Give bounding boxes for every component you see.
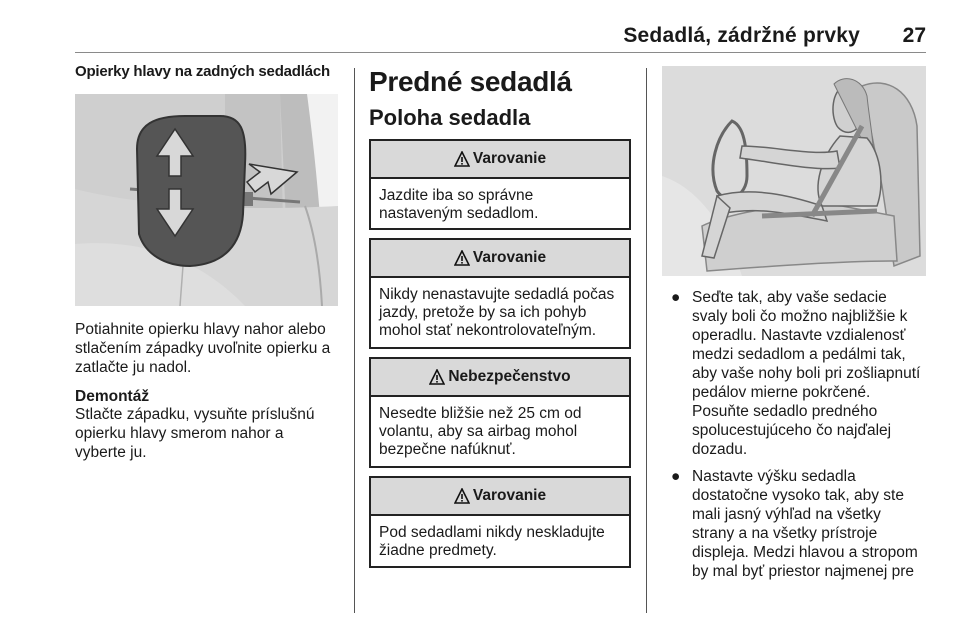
text-line: volantu, aby sa airbag mohol bbox=[379, 423, 578, 440]
list-item bbox=[662, 467, 932, 581]
warning-label: Varovanie bbox=[472, 487, 547, 504]
danger-box bbox=[369, 357, 631, 468]
page-header-title: Sedadlá, zádržné prvky bbox=[623, 24, 860, 47]
text-line: žiadne predmety. bbox=[379, 542, 497, 559]
warning-triangle-icon bbox=[429, 369, 445, 385]
text-line: nastaveným sedadlom. bbox=[379, 205, 539, 222]
removal-paragraph bbox=[75, 405, 345, 462]
warning-triangle-icon bbox=[454, 250, 470, 266]
removal-subheading: Demontáž bbox=[75, 388, 150, 405]
warning-text bbox=[371, 516, 629, 560]
text-line: Jazdite iba so správne bbox=[379, 187, 534, 204]
driver-seat-position-illustration bbox=[662, 66, 926, 276]
text-line: Potiahnite opierku hlavy nahor alebo bbox=[75, 321, 326, 338]
list-item bbox=[662, 288, 932, 459]
column-divider-right bbox=[646, 68, 647, 613]
warning-box-2 bbox=[369, 238, 631, 349]
text-line: Pod sedadlami nikdy neskladujte bbox=[379, 524, 605, 541]
text-line: svaly boli čo možno najbližšie k bbox=[692, 308, 908, 325]
text-line: mali jasný výhľad na všetky bbox=[692, 506, 881, 523]
seat-instructions-list bbox=[662, 288, 932, 589]
text-line: Posuňte sedadlo predného bbox=[692, 403, 878, 420]
text-line: by mal byť priestor najmenej pre bbox=[692, 563, 915, 580]
text-line: stlačením západky uvoľnite opierku a bbox=[75, 340, 331, 357]
section-title-front-seats: Predné sedadlá bbox=[369, 66, 572, 97]
rear-headrest-illustration bbox=[75, 94, 338, 306]
text-line: spolucestujúceho čo najďalej bbox=[692, 422, 892, 439]
warning-header bbox=[371, 240, 629, 278]
warning-triangle-icon bbox=[454, 488, 470, 504]
warning-text bbox=[371, 397, 629, 459]
warning-text bbox=[371, 278, 629, 340]
headrest-adjust-paragraph bbox=[75, 320, 345, 377]
header-divider bbox=[75, 52, 926, 53]
warning-label: Varovanie bbox=[472, 249, 547, 266]
warning-box-4 bbox=[369, 476, 631, 568]
text-line: vyberte ju. bbox=[75, 444, 147, 461]
section-heading-rear-headrests: Opierky hlavy na zadných sedadlách bbox=[75, 63, 330, 80]
text-line: Nikdy nenastavujte sedadlá počas bbox=[379, 286, 615, 303]
warning-header bbox=[371, 478, 629, 516]
text-line: Stlačte západku, vysuňte príslušnú bbox=[75, 406, 315, 423]
text-line: Seďte tak, aby vaše sedacie bbox=[692, 289, 887, 306]
section-subtitle-seat-position: Poloha sedadla bbox=[369, 105, 531, 130]
warning-label: Varovanie bbox=[472, 150, 547, 167]
text-line: bezpečne nafúknuť. bbox=[379, 441, 516, 458]
warning-label: Nebezpečenstvo bbox=[448, 368, 571, 385]
text-line: Nesedte bližšie než 25 cm od bbox=[379, 405, 582, 422]
text-line: displeja. Medzi hlavou a stropom bbox=[692, 544, 918, 561]
text-line: opierku hlavy smerom nahor a bbox=[75, 425, 284, 442]
text-line: jazdy, pretože by sa ich pohyb bbox=[379, 304, 587, 321]
bullet-icon: ● bbox=[671, 289, 681, 306]
text-line: strany a na všetky prístroje bbox=[692, 525, 878, 542]
text-line: mohol stať nekontrolovateľným. bbox=[379, 322, 597, 339]
text-line: medzi sedadlom a pedálmi tak, bbox=[692, 346, 906, 363]
text-line: dostatočne vysoko tak, aby ste bbox=[692, 487, 904, 504]
warning-triangle-icon bbox=[454, 151, 470, 167]
text-line: dozadu. bbox=[692, 441, 748, 458]
warning-header bbox=[371, 141, 629, 179]
column-divider-left bbox=[354, 68, 355, 613]
text-line: Nastavte výšku sedadla bbox=[692, 468, 856, 485]
page-number: 27 bbox=[902, 24, 926, 47]
warning-header bbox=[371, 359, 629, 397]
warning-box-1 bbox=[369, 139, 631, 230]
text-line: zatlačte ju nadol. bbox=[75, 359, 192, 376]
warning-text bbox=[371, 179, 629, 223]
text-line: pedálov mierne pokrčené. bbox=[692, 384, 871, 401]
text-line: aby vaše nohy boli pri zošliapnutí bbox=[692, 365, 921, 382]
text-line: operadlu. Nastavte vzdialenosť bbox=[692, 327, 906, 344]
bullet-icon: ● bbox=[671, 468, 681, 485]
